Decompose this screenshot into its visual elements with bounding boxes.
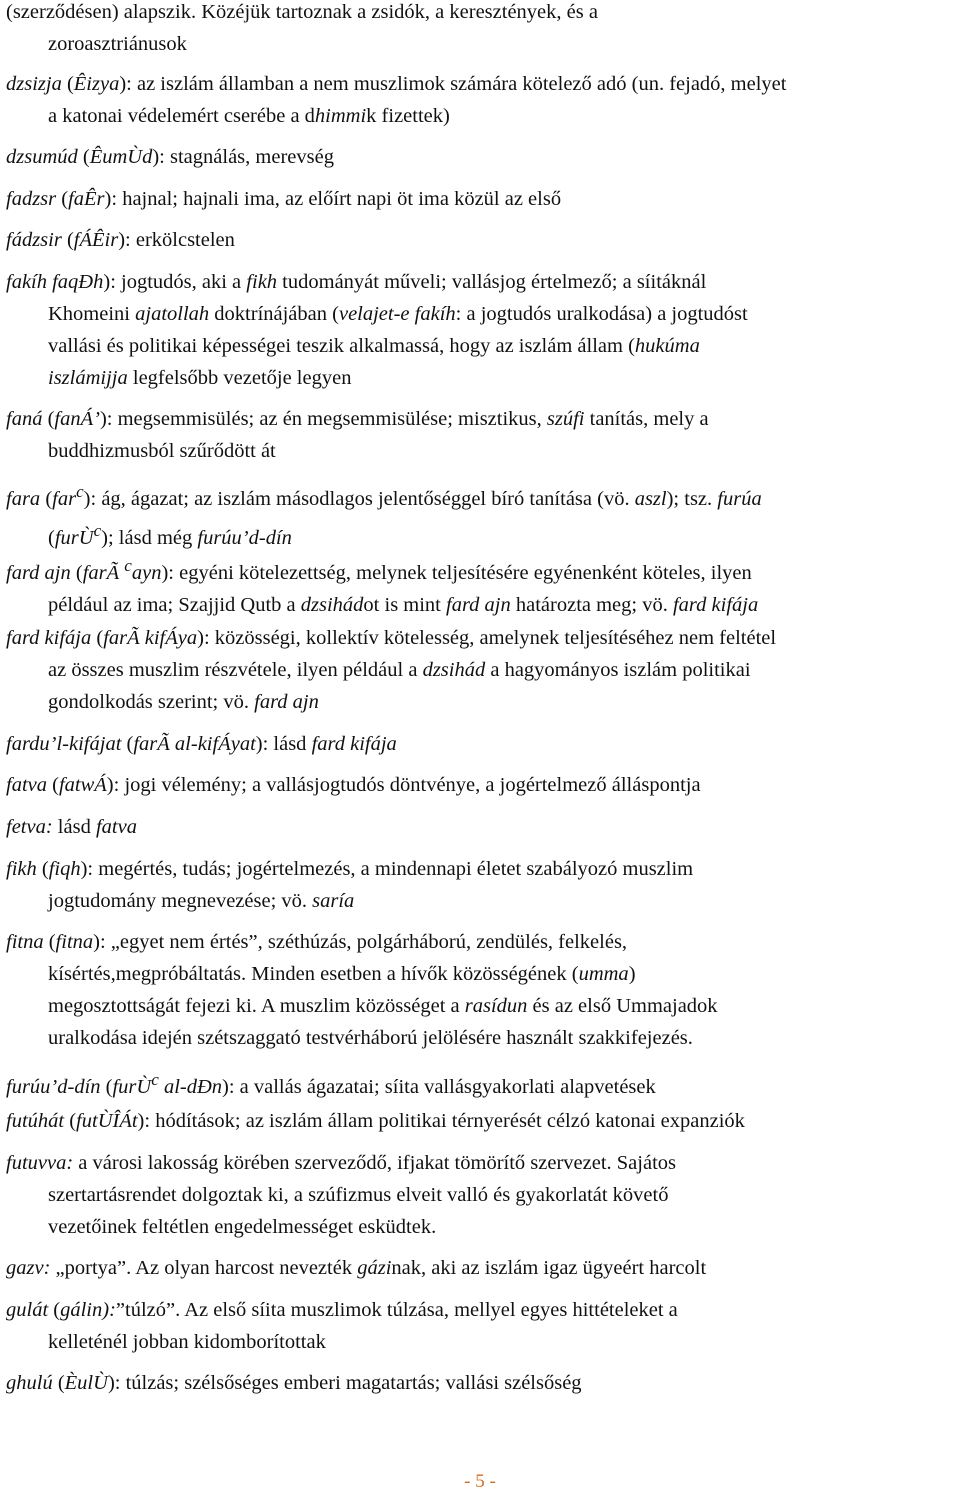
entry-gulat: gulát (gálin):”túlzó”. Az első síita muszlimok túlzása, mellyel egyes hittételeket a kelleténél jobban kidomborítottak (6, 1299, 678, 1353)
entry-fetva: fetva: lásd fatva (6, 816, 137, 838)
entry-fatva: fatva (fatwÁ): jogi vélemény; a vallásjogtudós döntvénye, a jogértelmező álláspontja (6, 774, 701, 796)
entry-fana: faná (fanÁ’): megsemmisülés; az én megsemmisülése; misztikus, szúfi tanítás, mely a buddhizmusból szűrődött át (6, 408, 709, 462)
entry-fikh: fikh (fiqh): megértés, tudás; jogértelmezés, a mindennapi életet szabályozó muszlim jogtudomány megnevezése; vö. saría (6, 858, 694, 912)
entry-dzsizja: dzsizja (Êizya): az iszlám államban a nem muszlimok számára kötelező adó (un. fejadó, melyet a katonai védelemért cserébe a dhimmik fizettek) (6, 73, 787, 127)
entry-ghulu: ghulú (ÈulÙ): túlzás; szélsőséges emberi magatartás; vallási szélsőség (6, 1372, 582, 1394)
entry-fitna: fitna (fitna): „egyet nem értés”, széthúzás, polgárháború, zendülés, felkelés, kísértés,megpróbáltatás. Minden esetben a hívők közösségének (umma) megosztottságát fejezi ki. A muszlim közösséget a rasídun és az első Ummajadok uralkodása idején szétszaggató testvérháború jelölésére használt szakkifejezés. (6, 931, 718, 1049)
page-number: - 5 - (464, 1471, 496, 1492)
entry-text: (szerződésen) alapszik. Közéjük tartoznak a zsidók, a keresztények, és a (6, 1, 598, 23)
entry-fara: fara (far$^c$): ág, ágazat; az iszlám másodlagos jelentőséggel bíró tanítása (vö. aszl); tsz. furúa (furÙ$^c$); lásd még furúu’d-dín (6, 482, 762, 549)
entry-fard-ajn: fard ajn (farÃ $^c$ayn): egyéni kötelezettség, melynek teljesítésére egyénenként köteles, ilyen például az ima; Szajjid Qutb a dzsihádot is mint fard ajn határozta meg; vö. fard kifája (6, 556, 759, 616)
entry-fardu: fardu’l-kifájat (farÃ al-kifÁyat): lásd fard kifája (6, 733, 397, 755)
entry-fadzsr: fadzsr (faÊr): hajnal; hajnali ima, az előírt napi öt ima közül az első (6, 188, 562, 210)
entry-fakih: fakíh faqÐh): jogtudós, aki a fikh tudományát műveli; vallásjog értelmező; a síitáknál Khomeini ajatollah doktrínájában (velajet-e fakíh: a jogtudós uralkodása) a jogtudóst vallási és politikai képességei teszik alkalmassá, hogy az iszlám állam (hukúma iszlámijja legfelsőbb vezetője legyen (6, 271, 748, 389)
entry-szerzodesen (6, 0, 958, 60)
entry-fadzsir: fádzsir (fÁÊir): erkölcstelen (6, 229, 235, 251)
entry-furuu: furúu’d-dín (furÙ$^c$ al-dÐn): a vallás ágazatai; síita vallásgyakorlati alapvetések (6, 1070, 656, 1098)
entry-futuhat: futúhát (futÙÎÁt): hódítások; az iszlám állam politikai térnyerését célzó katonai expanziók (6, 1110, 745, 1132)
entry-dzsumud: dzsumúd (ÊumÙd): stagnálás, merevség (6, 146, 334, 168)
entry-gazv: gazv: „portya”. Az olyan harcost nevezték gázinak, aki az iszlám igaz ügyeért harcolt (6, 1257, 707, 1279)
entry-futuvva: futuvva: a városi lakosság körében szerveződő, ifjakat tömörítő szervezet. Sajátos szertartásrendet dolgoztak ki, a szúfizmus elveit valló és gyakorlatát követő vezetőinek feltétlen engedelmességet esküdtek. (6, 1152, 676, 1238)
entry-fard-kifaja: fard kifája (farÃ kifÁya): közösségi, kollektív kötelesség, amelynek teljesítéséhez nem feltétel az összes muszlim részvétele, ilyen például a dzsihád a hagyományos iszlám politikai gondolkodás szerint; vö. fard ajn (6, 627, 777, 713)
entry-text-cont: zoroasztriánusok (48, 33, 187, 55)
